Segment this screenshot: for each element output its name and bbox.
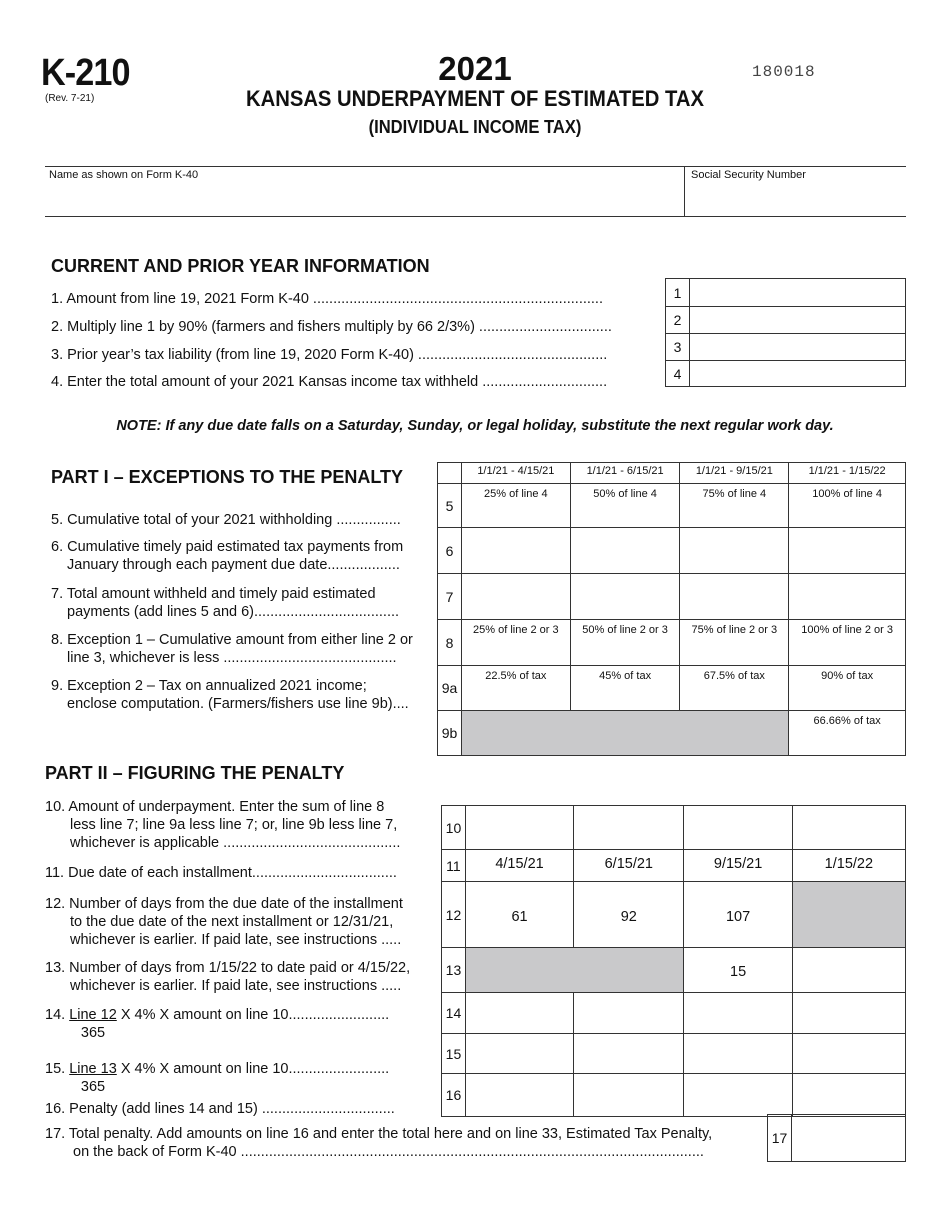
part1-heading: PART I – EXCEPTIONS TO THE PENALTY [51,467,404,487]
line-7-text-b: payments (add lines 5 and 6).................................... [67,604,400,620]
line-16-number-cell: 16 [442,1074,466,1117]
period-3-header: 1/1/21 - 9/15/21 [680,463,789,484]
line-15-col-4[interactable] [792,1034,905,1074]
line-15-rest: X 4% X amount on line 10......................... [120,1061,390,1077]
line-13-text-b: whichever is earlier. If paid late, see instructions ..... [70,978,402,994]
line-12-text-c: whichever is earlier. If paid late, see instructions ..... [70,932,402,948]
line-7-number: 7 [438,574,462,620]
line-9b-number: 9b [438,711,462,756]
line-17-text-a: 17. Total penalty. Add amounts on line 16 and enter the total here and on line 33, Estimated Tax Penalty, [45,1126,713,1142]
line-16-col-2[interactable] [574,1074,684,1117]
line-8-number: 8 [438,620,462,666]
line-1-text: 1. Amount from line 19, 2021 Form K-40 ........................................................................ [51,291,603,307]
line-15-numerator: Line 13 [69,1061,117,1077]
current-year-entry-table [665,278,906,387]
current-prior-heading: CURRENT AND PRIOR YEAR INFORMATION [51,256,430,276]
line-10-col-4[interactable] [792,806,905,850]
form-number: K-210 [41,52,130,94]
field-divider [684,166,685,217]
form-revision: (Rev. 7-21) [45,93,95,104]
due-date-1: 4/15/21 [465,850,573,882]
line-15-text [45,1060,389,1096]
line-11-text: 11. Due date of each installment.................................... [45,865,397,881]
line-9a-col-2[interactable]: 45% of tax [570,666,680,711]
line-14-fraction [69,1006,117,1042]
line-10-col-2[interactable] [574,806,684,850]
line-9-text-b: enclose computation. (Farmers/fishers use line 9b).... [67,696,409,712]
line-14-rest: X 4% X amount on line 10......................... [120,1007,390,1023]
line-2-entry[interactable] [690,307,906,334]
line-6-text-b: January through each payment due date.................. [67,557,400,573]
line-9a-col-3[interactable]: 67.5% of tax [680,666,789,711]
line-4-number: 4 [666,361,690,387]
line-9a-col-1[interactable]: 22.5% of tax [461,666,570,711]
line-14-col-1[interactable] [465,993,573,1034]
line-1-entry[interactable] [690,279,906,307]
line-12-shaded [792,882,905,948]
line-14-number: 14. [45,1007,66,1023]
line-16-col-1[interactable] [465,1074,573,1117]
line-10-text-b: less line 7; line 9a less line 7; or, line 9b less line 7, [70,817,398,833]
line-10-number: 10 [442,806,466,850]
line-10-col-1[interactable] [465,806,573,850]
line-10-col-3[interactable] [684,806,792,850]
line-6-col-4[interactable] [789,528,906,574]
line-16-text: 16. Penalty (add lines 14 and 15) ................................. [45,1101,395,1117]
line-14-denominator: 365 [80,1025,106,1041]
line-3-text: 3. Prior year’s tax liability (from line 19, 2020 Form K-40) ............................................... [51,347,608,363]
part2-table [441,805,906,1117]
name-field-bottom-rule [45,216,906,217]
line-15-col-3[interactable] [684,1034,792,1074]
line-10-text-c: whichever is applicable ............................................ [70,835,401,851]
period-1-header: 1/1/21 - 4/15/21 [461,463,570,484]
part2-heading: PART II – FIGURING THE PENALTY [45,763,345,783]
form-subtitle: (INDIVIDUAL INCOME TAX) [368,117,582,137]
line-9b-shaded [461,711,788,756]
tax-year: 2021 [438,50,512,87]
line-9b-col-4[interactable]: 66.66% of tax [789,711,906,756]
line-9a-col-4[interactable]: 90% of tax [789,666,906,711]
due-date-2: 6/15/21 [574,850,684,882]
line-8-col-3[interactable]: 75% of line 2 or 3 [680,620,789,666]
line-11-number: 11 [442,850,466,882]
line-6-number: 6 [438,528,462,574]
line-4-entry[interactable] [690,361,906,387]
line-10-text-a: 10. Amount of underpayment. Enter the sum of line 8 [45,799,385,815]
line-14-col-4[interactable] [792,993,905,1034]
line-2-number: 2 [666,307,690,334]
line-9-text-a: 9. Exception 2 – Tax on annualized 2021 income; [51,678,367,694]
line-16-col-4[interactable] [792,1074,905,1117]
line-17-table [767,1114,906,1162]
line-7-col-2[interactable] [570,574,680,620]
line-3-entry[interactable] [690,334,906,361]
line-14-numerator: Line 12 [69,1007,117,1023]
form-code: 180018 [752,63,816,81]
line-5-col-1[interactable]: 25% of line 4 [461,484,570,528]
line-9a-number: 9a [438,666,462,711]
name-field-top-rule [45,166,906,167]
days-13-col-3: 15 [684,948,792,993]
line-7-col-3[interactable] [680,574,789,620]
due-date-3: 9/15/21 [684,850,792,882]
line-2-text: 2. Multiply line 1 by 90% (farmers and fishers multiply by 66 2/3%) ................................. [51,319,612,335]
days-12-col-3: 107 [684,882,792,948]
name-field-label: Name as shown on Form K-40 [49,169,199,181]
line-12-text-b: to the due date of the next installment or 12/31/21, [70,914,394,930]
line-13-text-a: 13. Number of days from 1/15/22 to date paid or 4/15/22, [45,960,411,976]
ssn-field[interactable] [686,184,904,215]
line-5-col-3[interactable]: 75% of line 4 [680,484,789,528]
days-12-col-2: 92 [574,882,684,948]
part1-table [437,462,906,756]
line-12-number: 12 [442,882,466,948]
line-14-text [45,1006,389,1042]
period-header-blank [438,463,462,484]
line-14-col-2[interactable] [574,993,684,1034]
line-15-denominator: 365 [80,1079,106,1095]
line-5-number: 5 [438,484,462,528]
line-7-col-1[interactable] [461,574,570,620]
line-6-col-2[interactable] [570,528,680,574]
line-5-col-4[interactable]: 100% of line 4 [789,484,906,528]
line-17-number: 17 [768,1115,792,1162]
line-7-col-4[interactable] [789,574,906,620]
form-title: KANSAS UNDERPAYMENT OF ESTIMATED TAX [245,86,705,111]
days-12-col-1: 61 [465,882,573,948]
line-13-number: 13 [442,948,466,993]
due-date-note: NOTE: If any due date falls on a Saturday, Sunday, or legal holiday, substitute the next regular work day. [116,418,834,434]
line-6-col-3[interactable] [680,528,789,574]
line-8-text-b: line 3, whichever is less ........................................... [67,650,397,666]
line-15-number-cell: 15 [442,1034,466,1074]
line-8-col-2[interactable]: 50% of line 2 or 3 [570,620,680,666]
line-8-col-4[interactable]: 100% of line 2 or 3 [789,620,906,666]
line-15-col-1[interactable] [465,1034,573,1074]
line-17-entry[interactable] [792,1115,906,1162]
line-6-text-a: 6. Cumulative timely paid estimated tax payments from [51,539,404,555]
line-16-col-3[interactable] [684,1074,792,1117]
line-7-text-a: 7. Total amount withheld and timely paid estimated [51,586,376,602]
ssn-field-label: Social Security Number [691,169,806,181]
line-5-text: 5. Cumulative total of your 2021 withholding ................ [51,512,401,528]
name-field[interactable] [46,184,682,215]
line-15-number: 15. [45,1061,66,1077]
line-14-col-3[interactable] [684,993,792,1034]
line-5-col-2[interactable]: 50% of line 4 [570,484,680,528]
line-1-number: 1 [666,279,690,307]
line-6-col-1[interactable] [461,528,570,574]
line-15-col-2[interactable] [574,1034,684,1074]
line-15-fraction [69,1060,117,1096]
line-8-col-1[interactable]: 25% of line 2 or 3 [461,620,570,666]
line-3-number: 3 [666,334,690,361]
period-2-header: 1/1/21 - 6/15/21 [570,463,680,484]
line-12-text-a: 12. Number of days from the due date of the installment [45,896,403,912]
line-4-text: 4. Enter the total amount of your 2021 Kansas income tax withheld ............................... [51,374,608,390]
line-14-number-cell: 14 [442,993,466,1034]
period-4-header: 1/1/21 - 1/15/22 [789,463,906,484]
line-13-shaded [465,948,684,993]
line-8-text-a: 8. Exception 1 – Cumulative amount from either line 2 or [51,632,413,648]
due-date-4: 1/15/22 [792,850,905,882]
days-13-col-4[interactable] [792,948,905,993]
line-17-text-b: on the back of Form K-40 ................................................................................................................... [73,1144,704,1160]
